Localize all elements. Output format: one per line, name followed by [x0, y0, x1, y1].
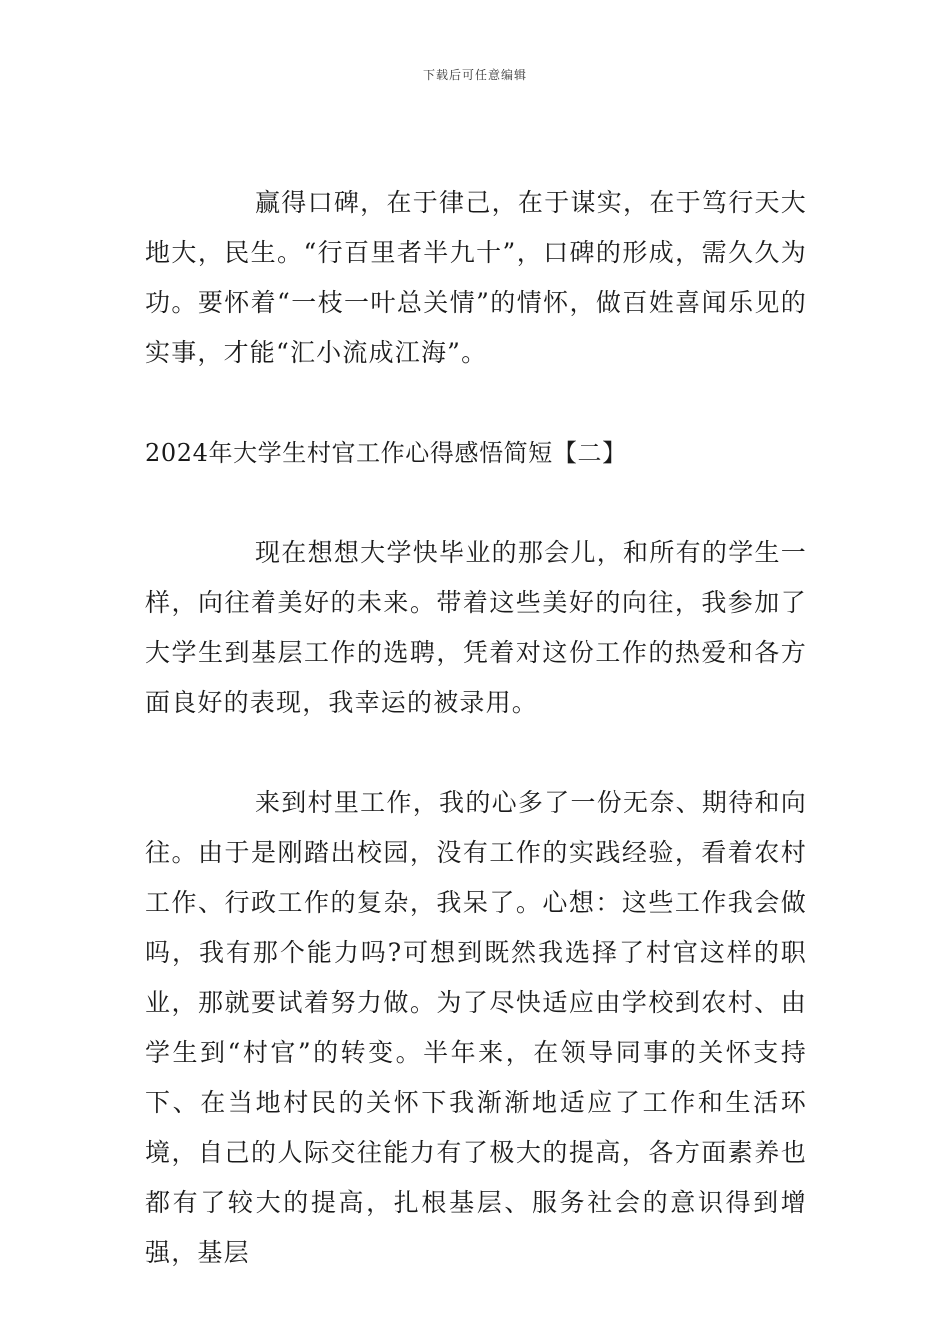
header-note: 下载后可任意编辑 — [422, 68, 527, 82]
paragraph-2: 现在想想大学快毕业的那会儿，和所有的学生一样，向往着美好的未来。带着这些美好的向往，我参加了大学生到基层工作的选聘，凭着对这份工作的热爱和各方面良好的表现，我幸运的被录用。 — [145, 538, 807, 717]
paragraph-1: 赢得口碑，在于律己，在于谋实，在于笃行天大地大，民生。“行百里者半九十”，口碑的形成，需久久为功。要怀着“一枝一叶总关情”的情怀，做百姓喜闻乐见的实事，才能“汇小流成江海”。 — [145, 188, 807, 367]
paragraph-3: 来到村里工作，我的心多了一份无奈、期待和向往。由于是刚踏出校园，没有工作的实践经验，看着农村工作、行政工作的复杂，我呆了。心想：这些工作我会做吗，我有那个能力吗?可想到既然我选择了村官这样的职业，那就要试着努力做。为了尽快适应由学校到农村、由学生到“村官”的转变。半年来，在领导同事的关怀支持下、在当地村民的关怀下我渐渐地适应了工作和生活环境，自己的人际交往能力有了极大的提高，各方面素养也都有了较大的提高，扎根基层、服务社会的意识得到增强，基层 — [145, 788, 807, 1267]
section-heading: 2024年大学生村官工作心得感悟简短【二】 — [145, 439, 627, 467]
document-body — [145, 178, 807, 1278]
